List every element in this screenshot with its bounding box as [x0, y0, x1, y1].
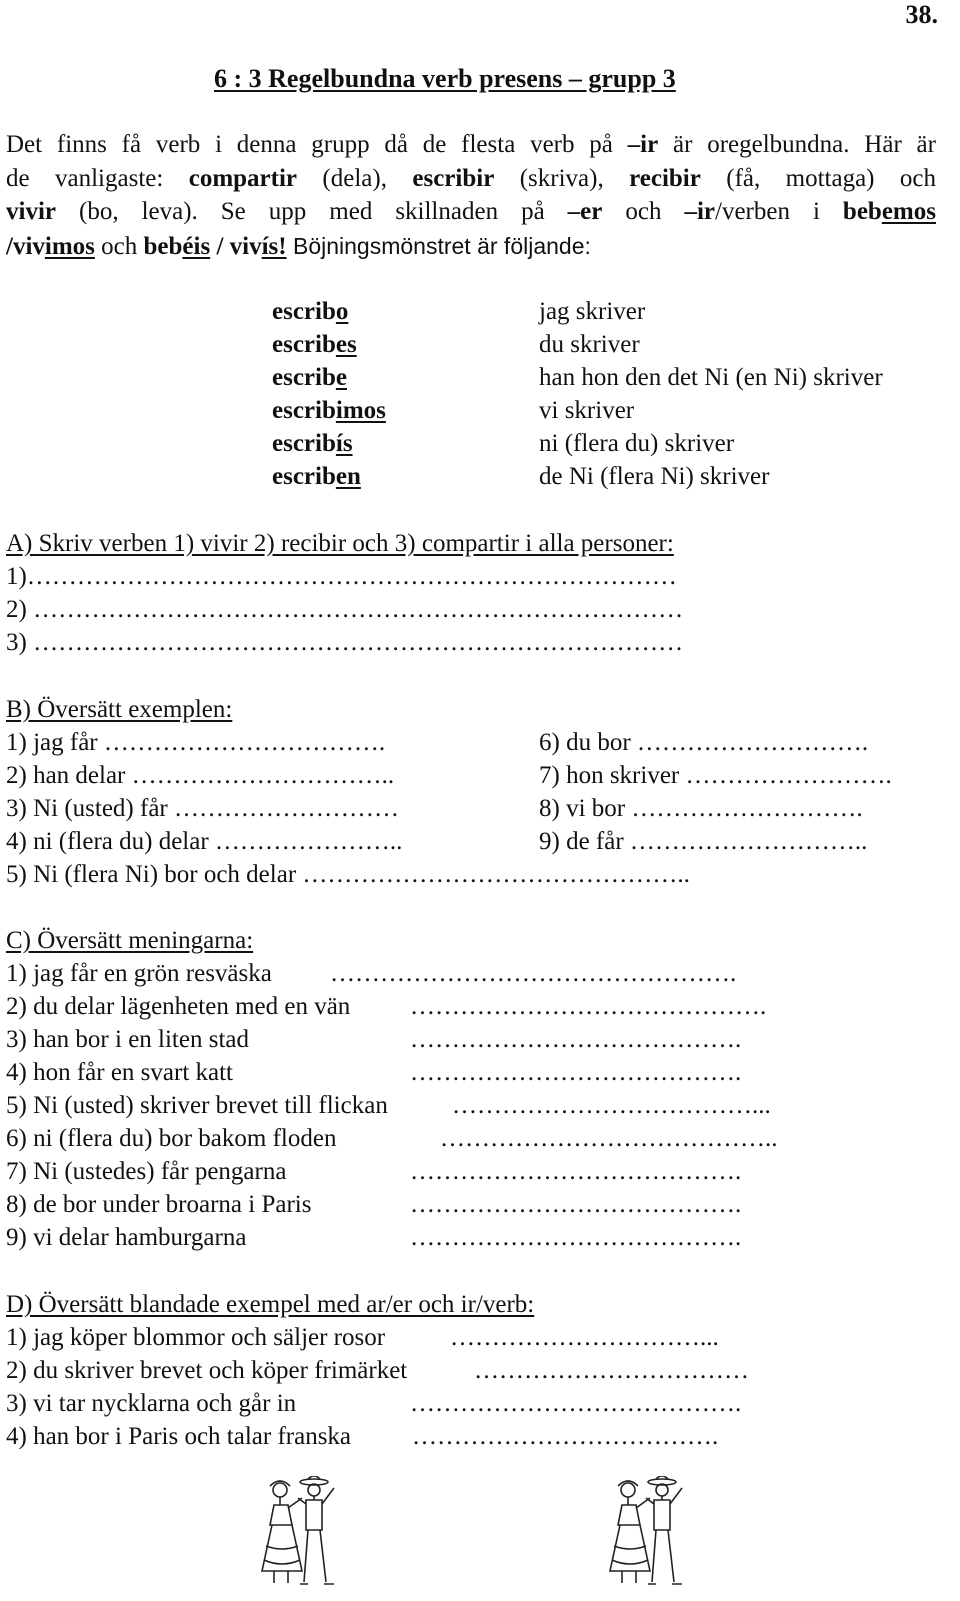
intro-text: Det finns få verb i denna grupp då de flesta verb på [6, 131, 628, 158]
verb-ending: es [335, 331, 357, 358]
exercise-item: 4) ni (flera du) delar ………………….. [6, 828, 403, 855]
answer-dots: ……………………………………. [410, 993, 767, 1020]
intro-bold-underlined: imos [44, 233, 95, 260]
verb-stem: escrib [272, 463, 336, 490]
answer-line: 1)…………………………………………………………………… [6, 563, 677, 590]
sentence-prompt: 2) du skriver brevet och köper frimärket [6, 1357, 408, 1384]
intro-text: (dela), [297, 165, 413, 192]
intro-text: de vanligaste: [6, 165, 189, 192]
sentence-prompt: 4) han bor i Paris och talar franska [6, 1423, 352, 1450]
answer-line: 3) …………………………………………………………………… [6, 629, 684, 656]
intro-line-3 [6, 197, 936, 227]
conjugation-meaning: de Ni (flera Ni) skriver [539, 463, 770, 490]
conjugation-meaning: du skriver [539, 331, 640, 358]
intro-bold: recibir [629, 165, 701, 192]
answer-dots: ………………………………... [452, 1092, 771, 1119]
intro-bold: –ir [684, 198, 716, 225]
intro-text: Böjningsmönstret är följande: [286, 233, 591, 259]
conjugation-meaning: vi skriver [539, 397, 635, 424]
sentence-prompt: 4) hon får en svart katt [6, 1059, 234, 1086]
intro-bold: –ir [627, 131, 659, 158]
intro-text: (skriva), [494, 165, 630, 192]
conjugation-form [272, 429, 353, 459]
intro-text: /verben i [715, 198, 843, 225]
answer-dots: ………………………………. [412, 1423, 719, 1450]
section-d-heading: D) Översätt blandade exempel med ar/er och ir/verb: [6, 1291, 535, 1318]
sentence-prompt: 9) vi delar hamburgarna [6, 1224, 247, 1251]
exercise-item: 7) hon skriver ……………………. [539, 762, 892, 789]
verb-ending: o [335, 298, 349, 325]
verb-stem: escrib [272, 397, 336, 424]
intro-text: (få, mottaga) och [700, 165, 937, 192]
intro-bold: vivir [6, 198, 56, 225]
answer-dots: …………………………………. [410, 1158, 742, 1185]
verb-ending: ís [335, 430, 353, 457]
intro-text: (bo, leva). Se upp med skillnaden på [56, 198, 568, 225]
exercise-item: 1) jag får ……………………………. [6, 729, 386, 756]
answer-dots: …………………………………. [410, 1224, 742, 1251]
answer-dots: …………………………………………. [330, 960, 737, 987]
dancing-couple-icon [252, 1476, 344, 1599]
sentence-prompt: 8) de bor under broarna i Paris [6, 1191, 312, 1218]
intro-bold-underlined: éis [182, 233, 211, 260]
verb-ending: imos [335, 397, 386, 424]
sentence-prompt: 2) du delar lägenheten med en vän [6, 993, 351, 1020]
exercise-item: 5) Ni (flera Ni) bor och delar ……………………………………….. [6, 861, 690, 888]
sentence-prompt: 1) jag får en grön resväska [6, 960, 272, 987]
page-number: 38. [905, 0, 938, 29]
intro-line-2 [6, 164, 936, 194]
dancing-couple-icon [600, 1476, 692, 1599]
exercise-item: 2) han delar ………………………….. [6, 762, 395, 789]
section-b-heading: B) Översätt exemplen: [6, 696, 233, 723]
section-c-heading: C) Översätt meningarna: [6, 927, 254, 954]
intro-bold: compartir [188, 165, 298, 192]
answer-dots: …………………………………. [410, 1191, 742, 1218]
exercise-item: 9) de får ……………………….. [539, 828, 868, 855]
answer-dots: …………………………………. [410, 1390, 742, 1417]
sentence-prompt: 3) vi tar nycklarna och går in [6, 1390, 297, 1417]
intro-text: och [94, 233, 144, 260]
intro-bold: / [210, 233, 230, 260]
verb-ending: en [335, 463, 361, 490]
answer-dots: ………………………………….. [440, 1125, 778, 1152]
intro-line-4 [6, 231, 591, 262]
verb-ending: e [335, 364, 347, 391]
sentence-prompt: 1) jag köper blommor och säljer rosor [6, 1324, 386, 1351]
sentence-prompt: 3) han bor i en liten stad [6, 1026, 249, 1053]
verb-stem: escrib [272, 364, 336, 391]
intro-line-1 [6, 130, 936, 160]
answer-dots: …………………………………. [410, 1026, 742, 1053]
exercise-item: 6) du bor ………………………. [539, 729, 869, 756]
intro-text: är oregelbundna. Här är [658, 131, 936, 158]
conjugation-meaning: han hon den det Ni (en Ni) skriver [539, 364, 883, 391]
verb-stem: escrib [272, 298, 336, 325]
answer-dots: …………………………… [474, 1357, 749, 1384]
conjugation-form [272, 396, 386, 426]
intro-bold: beb [143, 233, 183, 260]
verb-stem: escrib [272, 430, 336, 457]
answer-dots: …………………………………. [410, 1059, 742, 1086]
answer-dots: …………………………... [450, 1324, 719, 1351]
conjugation-form [272, 297, 348, 327]
answer-line: 2) …………………………………………………………………… [6, 596, 684, 623]
sentence-prompt: 5) Ni (usted) skriver brevet till flickan [6, 1092, 388, 1119]
intro-bold: escribir [412, 165, 495, 192]
section-a-heading: A) Skriv verben 1) vivir 2) recibir och 3) compartir i alla personer: [6, 530, 674, 557]
conjugation-form [272, 330, 357, 360]
sentence-prompt: 7) Ni (ustedes) får pengarna [6, 1158, 287, 1185]
page-title: 6 : 3 Regelbundna verb presens – grupp 3 [214, 64, 676, 93]
intro-text: och [602, 198, 685, 225]
conjugation-form [272, 363, 347, 393]
sentence-prompt: 6) ni (flera du) bor bakom floden [6, 1125, 337, 1152]
intro-bold: viv [229, 233, 262, 260]
intro-bold-underlined: ís! [261, 233, 287, 260]
exercise-item: 8) vi bor ………………………. [539, 795, 863, 822]
conjugation-meaning: ni (flera du) skriver [539, 430, 735, 457]
intro-bold: –er [567, 198, 603, 225]
conjugation-form [272, 462, 361, 492]
intro-bold: /viv [6, 233, 45, 260]
intro-bold: beb [842, 198, 882, 225]
conjugation-meaning: jag skriver [539, 298, 646, 325]
exercise-item: 3) Ni (usted) får ……………………… [6, 795, 399, 822]
verb-stem: escrib [272, 331, 336, 358]
intro-bold-underlined: emos [881, 198, 936, 225]
